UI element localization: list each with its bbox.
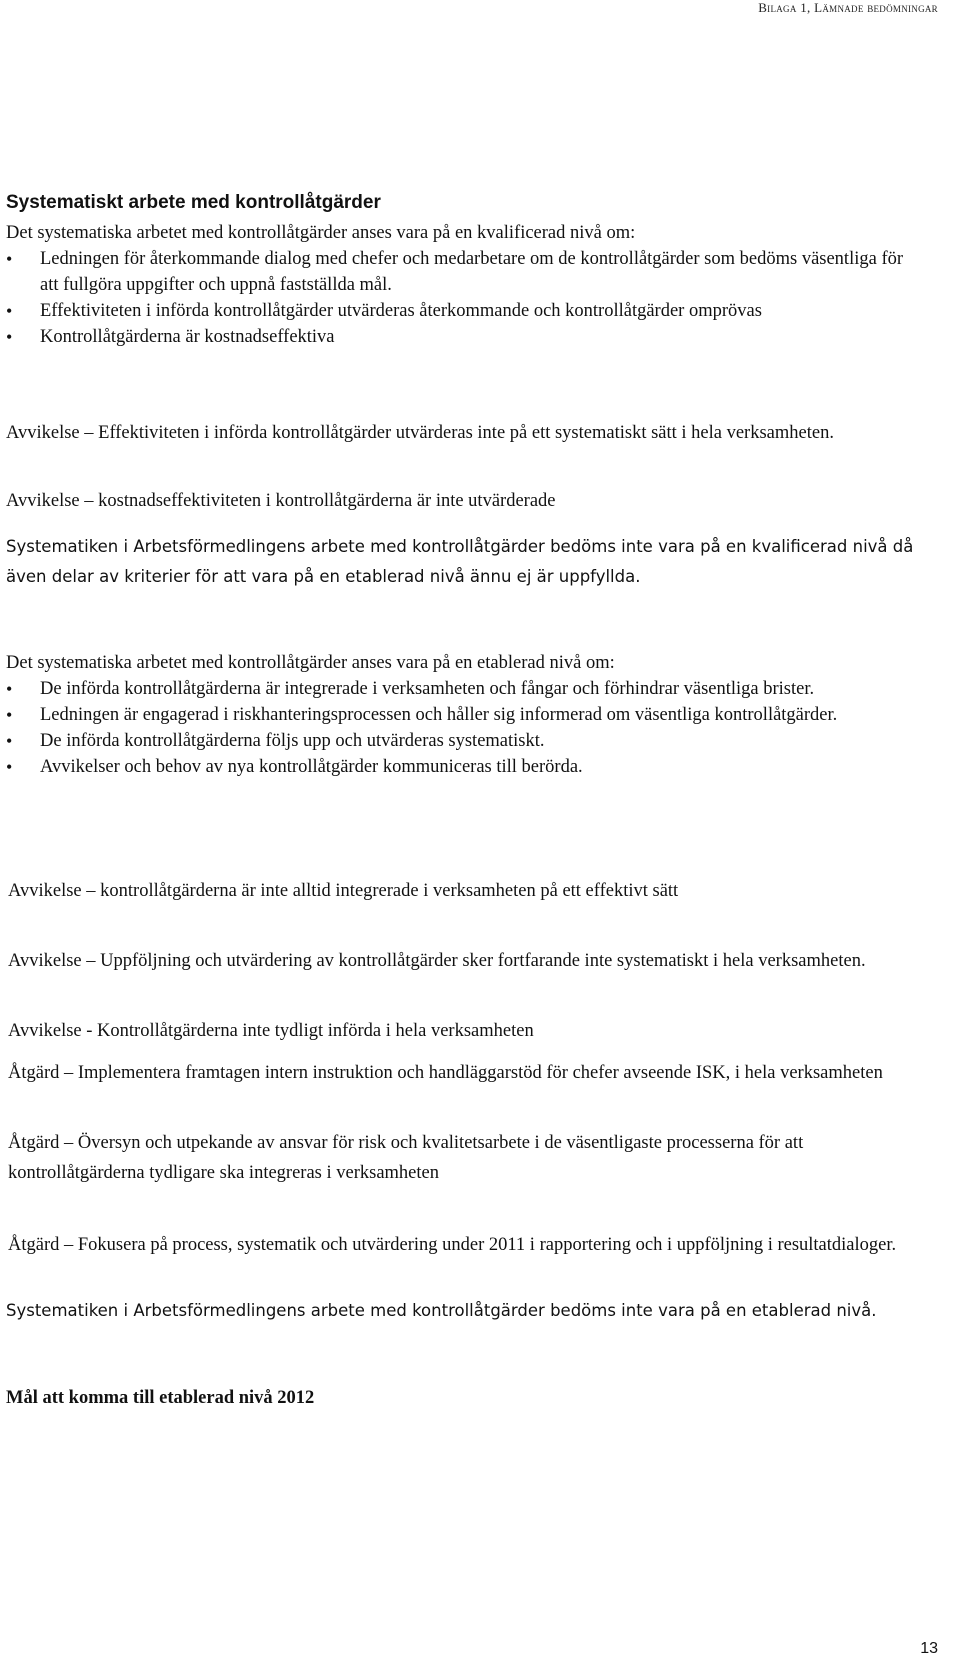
list-item: • De införda kontrollåtgärderna är integrerade i verksamheten och fångar och förhindrar väsentliga brister. [6,676,926,702]
list-item: • Kontrollåtgärderna är kostnadseffektiva [6,324,926,350]
list-item: • Ledningen är engagerad i riskhanteringsprocessen och håller sig informerad om väsentliga kontrollåtgärder. [6,702,926,728]
action-paragraph: Åtgärd – Fokusera på process, systematik och utvärdering under 2011 i rapportering och i uppföljning i resultatdialoger. [8,1235,897,1255]
assessment-paragraph: Systematiken i Arbetsförmedlingens arbete med kontrollåtgärder bedöms inte vara på en etablerad nivå. [6,1301,877,1320]
deviation-paragraph: Avvikelse – Uppföljning och utvärdering av kontrollåtgärder sker fortfarande inte systematiskt i hela verksamheten. [8,951,866,971]
qualified-bullet-list [6,246,926,350]
list-item: • Ledningen för återkommande dialog med chefer och medarbetare om de kontrollåtgärder som bedöms väsentliga för att fullgöra uppgifter och uppnå fastställda mål. [6,246,926,298]
deviation-paragraph: Avvikelse – kontrollåtgärderna är inte alltid integrerade i verksamheten på ett effektivt sätt [8,881,679,901]
assessment-paragraph: Systematiken i Arbetsförmedlingens arbete med kontrollåtgärder bedöms inte vara på en kvalificerad nivå då även delar av kriterier för att vara på en etablerad nivå ännu ej är uppfyllda. [6,537,914,586]
running-header: Bilaga 1, Lämnade bedömningar [758,0,938,15]
goal-heading: Mål att komma till etablerad nivå 2012 [6,1388,315,1408]
qualified-criteria [6,220,926,350]
deviation-paragraph: Avvikelse – kostnadseffektiviteten i kontrollåtgärderna är inte utvärderade [6,491,556,511]
list-item: • De införda kontrollåtgärderna följs upp och utvärderas systematiskt. [6,728,926,754]
deviation-paragraph: Avvikelse – Effektiviteten i införda kontrollåtgärder utvärderas inte på ett systematiskt sätt i hela verksamheten. [6,423,834,443]
established-intro: Det systematiska arbetet med kontrollåtgärder anses vara på en etablerad nivå om: [6,653,615,673]
action-paragraph: Åtgärd – Implementera framtagen intern instruktion och handläggarstöd för chefer avseende ISK, i hela verksamheten [8,1063,883,1083]
deviation-paragraph: Avvikelse - Kontrollåtgärderna inte tydligt införda i hela verksamheten [8,1021,534,1041]
list-item: • Effektiviteten i införda kontrollåtgärder utvärderas återkommande och kontrollåtgärder omprövas [6,298,926,324]
list-item: • Avvikelser och behov av nya kontrollåtgärder kommuniceras till berörda. [6,754,926,780]
established-criteria [6,650,926,780]
established-bullet-list [6,676,926,780]
section-title: Systematiskt arbete med kontrollåtgärder [6,192,381,213]
action-paragraph: Åtgärd – Översyn och utpekande av ansvar för risk och kvalitetsarbete i de väsentligaste processerna för att kontrollåtgärderna tydligare ska integreras i verksamheten [8,1133,804,1183]
page-number: 13 [920,1640,938,1657]
qualified-intro: Det systematiska arbetet med kontrollåtgärder anses vara på en kvalificerad nivå om: [6,223,636,243]
